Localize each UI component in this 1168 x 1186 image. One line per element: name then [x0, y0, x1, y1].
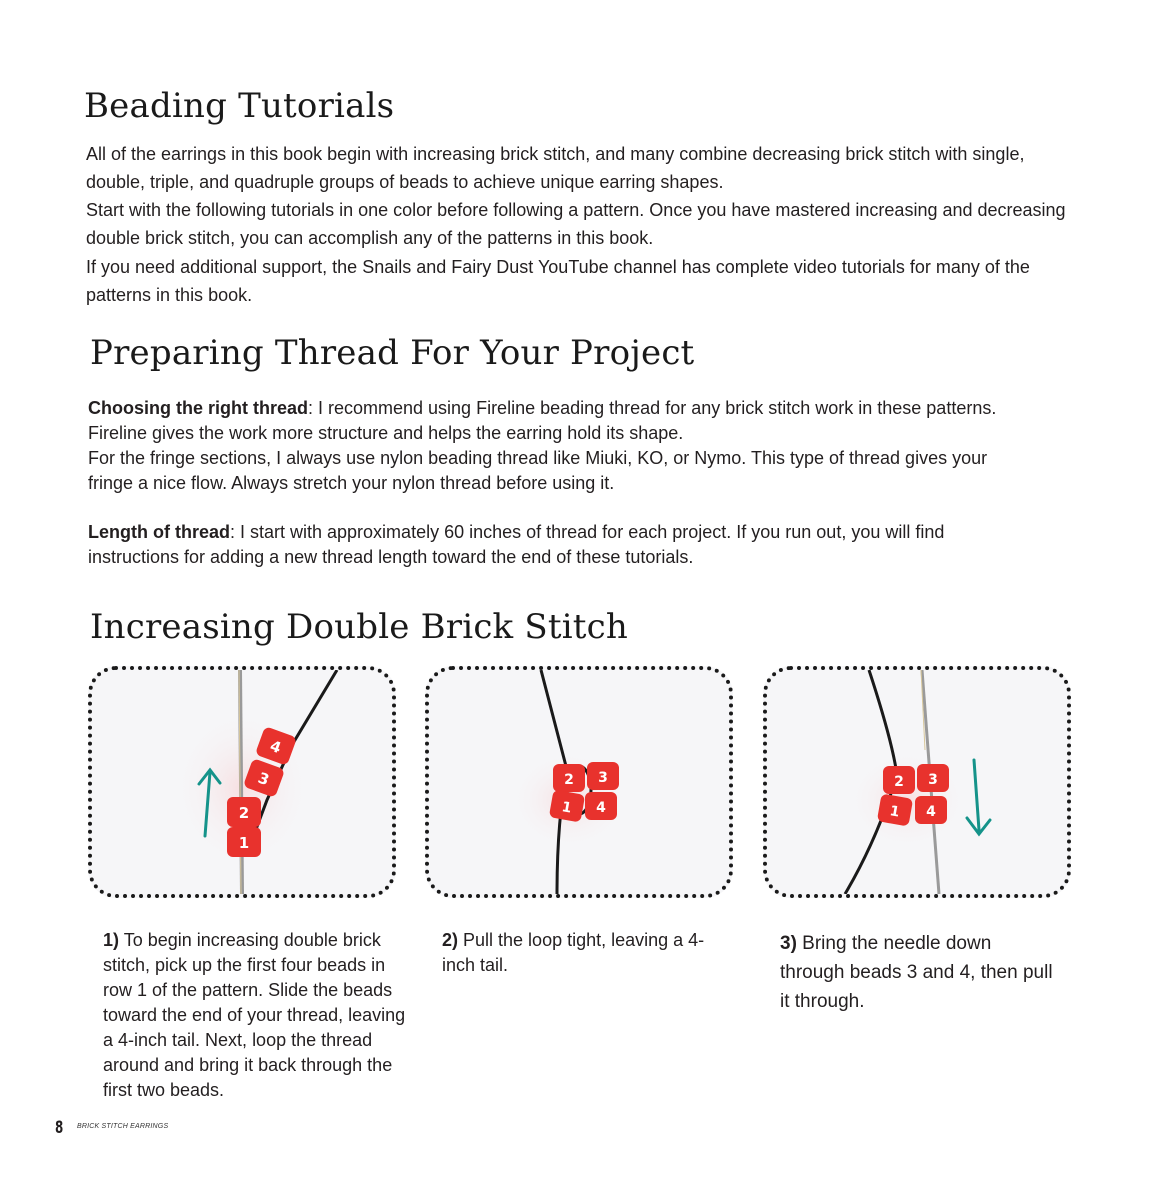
intro-paragraph-2: Start with the following tutorials in one color before following a pattern. Once you have mastered increasing and decreasing double brick stitch, you can accomplish any of the patterns in this book.: [86, 200, 1066, 248]
svg-text:2: 2: [894, 774, 904, 790]
bead-2: [227, 797, 261, 827]
step-1-illustration: [92, 670, 392, 894]
svg-text:4: 4: [596, 800, 606, 816]
bead-2: [883, 766, 915, 794]
svg-text:3: 3: [255, 768, 272, 790]
step-3-caption: [780, 929, 1060, 1016]
step-2-illustration: [429, 670, 729, 894]
step-1-number: 1): [103, 930, 120, 950]
intro-paragraph-1: All of the earrings in this book begin with increasing brick stitch, and many combine decreasing brick stitch with single, double, triple, and quadruple groups of beads to achieve unique earring shapes.: [86, 144, 1025, 192]
svg-text:3: 3: [598, 770, 608, 786]
step-1-photo: [88, 666, 396, 898]
length-thread-text: : I start with approximately 60 inches of thread for each project. If you run out, you will find instructions for adding a new thread length toward the end of these tutorials.: [88, 522, 945, 567]
bead-3: [587, 762, 619, 790]
svg-text:1: 1: [238, 834, 250, 852]
bead-4: [585, 792, 617, 820]
choosing-thread-text: : I recommend using Fireline beading thread for any brick stitch work in these patterns. Fireline gives the work more structure and helps the earring hold its shape.: [88, 398, 997, 443]
step-2-number: 2): [442, 930, 459, 950]
bead-1: [549, 789, 585, 822]
step-1-text: To begin increasing double brick stitch, pick up the first four beads in row 1 of the pattern. Slide the beads toward the end of your thread, leaving a 4-inch tail. Next, loop the thread around and bring it back through the first two beads.: [103, 930, 406, 1100]
bead-4: [915, 796, 947, 824]
svg-text:1: 1: [888, 803, 901, 821]
arrow-down-icon: [967, 760, 990, 834]
step-2-caption: [442, 928, 722, 978]
length-thread-label: Length of thread: [88, 522, 230, 542]
svg-text:4: 4: [267, 736, 284, 758]
step-1-caption: [103, 928, 413, 1103]
section-title-preparing-thread: Preparing Thread For Your Project: [90, 333, 695, 373]
choosing-thread-label: Choosing the right thread: [88, 398, 308, 418]
step-3-text: Bring the needle down through beads 3 and 4, then pull it through.: [780, 933, 1053, 1012]
svg-text:1: 1: [560, 799, 573, 817]
choosing-thread-paragraph: [88, 396, 1018, 446]
page-number: 8: [55, 1118, 64, 1138]
bead-2: [553, 764, 585, 792]
fringe-thread-paragraph: For the fringe sections, I always use nylon beading thread like Miuki, KO, or Nymo. This type of thread gives your fringe a nice flow. Always stretch your nylon thread before using it.: [88, 448, 988, 493]
length-thread-paragraph: [88, 520, 1038, 570]
bead-3: [917, 764, 949, 792]
svg-text:3: 3: [928, 772, 938, 788]
intro-paragraph-3: If you need additional support, the Snails and Fairy Dust YouTube channel has complete video tutorials for many of the patterns in this book.: [86, 257, 1030, 305]
svg-text:2: 2: [238, 804, 250, 822]
step-3-number: 3): [780, 933, 797, 954]
bead-1: [877, 793, 913, 826]
running-footer-title: BRICK STITCH EARRINGS: [77, 1123, 169, 1130]
step-3-illustration: [767, 670, 1067, 894]
step-2-text: Pull the loop tight, leaving a 4-inch tail.: [442, 930, 705, 975]
bead-1: [227, 827, 261, 857]
svg-text:2: 2: [564, 772, 574, 788]
step-2-photo: [425, 666, 733, 898]
section-title-increasing-double-brick-stitch: Increasing Double Brick Stitch: [90, 607, 628, 647]
svg-text:4: 4: [926, 804, 936, 820]
step-3-photo: [763, 666, 1071, 898]
section-title-beading-tutorials: Beading Tutorials: [84, 86, 395, 126]
